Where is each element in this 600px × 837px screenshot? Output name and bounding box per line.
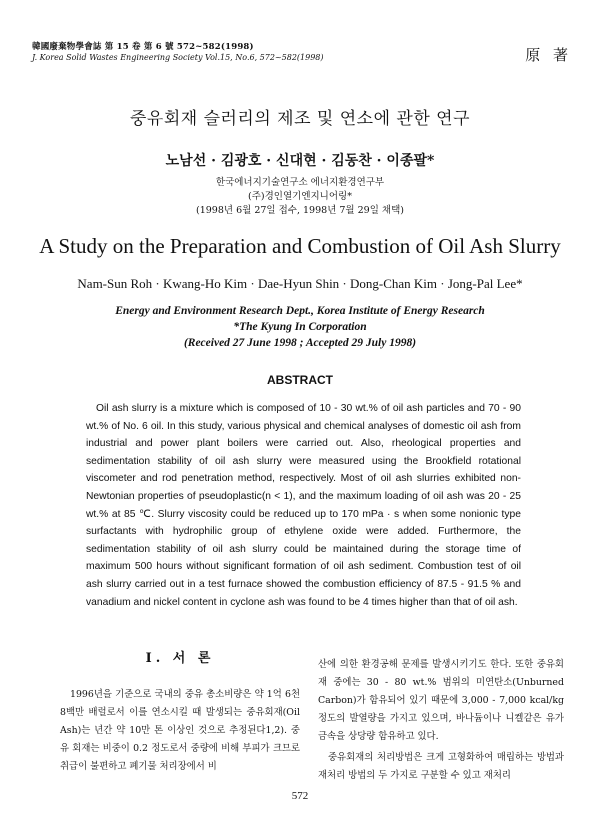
intro-paragraph-left: 1996년을 기준으로 국내의 중유 총소비량은 약 1억 6천8백만 배럴로서 이를 연소시킬 때 발생되는 중유회재(Oil Ash)는 년간 약 10만 톤 이상인 것으로 추정된다1,2). 중유 회재는 비중이 0.2 정도로서 중량에 비해 부피가 크므로 취급이 불편하고 폐기물 처리장에서 비	[60, 689, 300, 772]
intro-paragraph-right-2: 중유회재의 처리방법은 크게 고형화하여 매립하는 방법과 재처리 방법의 두 가지로 구분할 수 있고 재처리	[318, 752, 564, 781]
english-affiliation-1: Energy and Environment Research Dept., Korea Institute of Energy Research	[115, 305, 485, 317]
korean-affiliation-1: 한국에너지기술연구소 에너지환경연구부	[215, 177, 385, 188]
section-heading-introduction: I. 서 론	[145, 651, 215, 666]
body-left-column	[60, 650, 300, 776]
body-right-column	[318, 656, 564, 785]
korean-dates: (1998년 6월 27일 접수, 1998년 7월 29일 채택)	[196, 205, 404, 216]
section-tag: 原 著	[525, 46, 572, 64]
abstract-text: Oil ash slurry is a mixture which is composed of 10 - 30 wt.% of oil ash particles and 70 - 90 wt.% of No. 6 oil. In this study, various physical and chemical analyses of domestic oil ash from industrial and power plant boilers were carried out. Also, rheological properties and sedimentation stability of oil ash slurry were measured using the Brookfield rotational viscometer and rod penetration method, respectively. Most of oil ash slurries exhibited non-Newtonian properties of pseudoplastic(n < 1), and the maximum loading of oil ash was 20 - 25 wt.% at 85 ℃. Slurry viscosity could be reduced up to 170 mPa · s when some nonionic type surfactants with hydrophilic group of ethylene oxide were added. Furthermore, the sedimentation stability of oil ash slurry could be maintained during the storage time of maximum 500 hours without significant formation of oil ash sediment. Combustion test of oil ash slurry carried out in a test furnace showed the combustion efficiency of 87.5 - 91.5 % and vanadium and nickel content in cyclone ash was found to be 4 times higher than that of oil ash.	[86, 403, 521, 608]
page-number: 572	[291, 790, 309, 802]
english-affiliation-2: *The Kyung In Corporation	[233, 321, 367, 333]
korean-affiliations	[0, 176, 600, 218]
journal-citation-korean: 韓國廢棄物學會誌 第 15 卷 第 6 號 572~582(1998)	[32, 42, 254, 52]
korean-title: 중유회재 슬러리의 제조 및 연소에 관한 연구	[129, 109, 471, 129]
intro-paragraph-right-1: 산에 의한 환경공해 문제를 발생시키기도 한다. 또한 중유회재 중에는 30 - 80 wt.% 범위의 미연탄소(Unburned Carbon)가 함유되어 있기 때문에 3,000 - 7,000 kcal/kg 정도의 발열량을 가지고 있으며, 바나듐이나 니켈같은 유가금속을 상당량 함유하고 있다.	[318, 659, 564, 742]
abstract-heading: ABSTRACT	[267, 373, 333, 387]
korean-affiliation-2: (주)경인열기엔지니어링*	[248, 191, 352, 202]
journal-citation-english: J. Korea Solid Wastes Engineering Society Vol.15, No.6, 572~582(1998)	[32, 53, 324, 62]
english-title: A Study on the Preparation and Combustion of Oil Ash Slurry	[39, 234, 561, 258]
journal-header	[32, 40, 572, 62]
english-dates: (Received 27 June 1998 ; Accepted 29 July 1998)	[183, 337, 417, 349]
english-authors: Nam-Sun Roh · Kwang-Ho Kim · Dae-Hyun Shin · Dong-Chan Kim · Jong-Pal Lee*	[77, 276, 523, 291]
korean-authors: 노남선 · 김광호 · 신대현 · 김동찬 · 이종팔*	[165, 153, 435, 169]
english-affiliations	[0, 303, 600, 351]
